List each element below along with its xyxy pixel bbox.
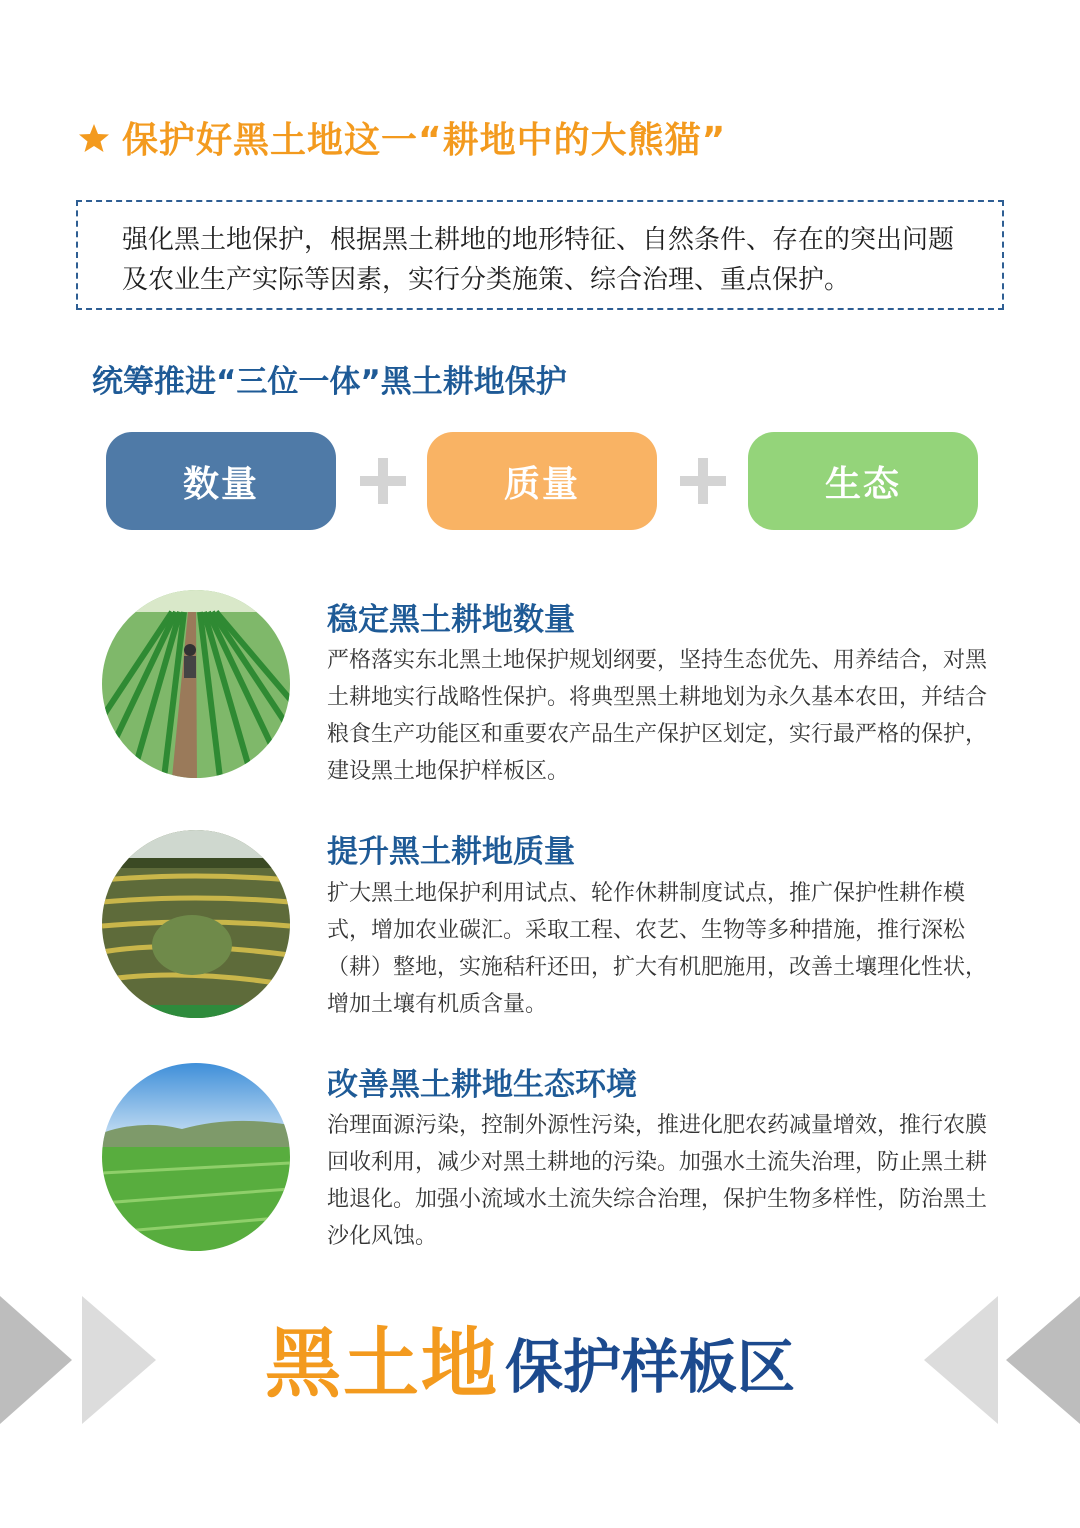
arrow-left-icon bbox=[924, 1296, 1080, 1424]
farmland-landscape-photo bbox=[102, 1063, 290, 1251]
banner-title bbox=[265, 1316, 795, 1406]
terraced-field-photo bbox=[102, 830, 290, 1018]
pillar-ecology: 生态 bbox=[748, 432, 978, 530]
section-title-ecology: 改善黑土耕地生态环境 bbox=[327, 1067, 637, 1103]
section-body-ecology: 治理面源污染，控制外源性污染，推进化肥农药减量增效，推行农膜回收利用，减少对黑土耕地的污染。加强水土流失治理，防止黑土耕地退化。加强小流域水土流失综合治理，保护生物多样性，防治黑土沙化风蚀。 bbox=[327, 1113, 988, 1249]
section-body-quality: 扩大黑土地保护利用试点、轮作休耕制度试点，推广保护性耕作模式，增加农业碳汇。采取工程、农艺、生物等多种措施，推行深松（耕）整地，实施秸秆还田，扩大有机肥施用，改善土壤理化性状，增加土壤有机质含量。 bbox=[327, 881, 988, 1017]
section-body-quantity: 严格落实东北黑土地保护规划纲要，坚持生态优先、用养结合，对黑土耕地实行战略性保护。将典型黑土耕地划为永久基本农田，并结合粮食生产功能区和重要农产品生产保护区划定，实行最严格的保护，建设黑土地保护样板区。 bbox=[327, 648, 988, 784]
banner-sub-text: 保护样板区 bbox=[505, 1333, 796, 1401]
banner-main-text: 黑土地 bbox=[265, 1319, 499, 1408]
arrow-right-icon bbox=[0, 1296, 156, 1424]
star-icon bbox=[78, 122, 110, 154]
page-header bbox=[78, 112, 726, 163]
section-title-quantity: 稳定黑土耕地数量 bbox=[327, 602, 575, 638]
plus-icon bbox=[360, 458, 406, 504]
section-subheading: 统筹推进“三位一体”黑土耕地保护 bbox=[92, 364, 567, 400]
intro-box bbox=[76, 200, 1004, 310]
pillar-quality: 质量 bbox=[427, 432, 657, 530]
page-title: 保护好黑土地这一“耕地中的大熊猫” bbox=[122, 120, 727, 161]
intro-text: 强化黑土地保护，根据黑土耕地的地形特征、自然条件、存在的突出问题及农业生产实际等因素，实行分类施策、综合治理、重点保护。 bbox=[122, 225, 955, 295]
rice-paddy-photo bbox=[102, 590, 290, 778]
pillar-quantity: 数量 bbox=[106, 432, 336, 530]
section-title-quality: 提升黑土耕地质量 bbox=[327, 834, 575, 870]
plus-icon bbox=[680, 458, 726, 504]
